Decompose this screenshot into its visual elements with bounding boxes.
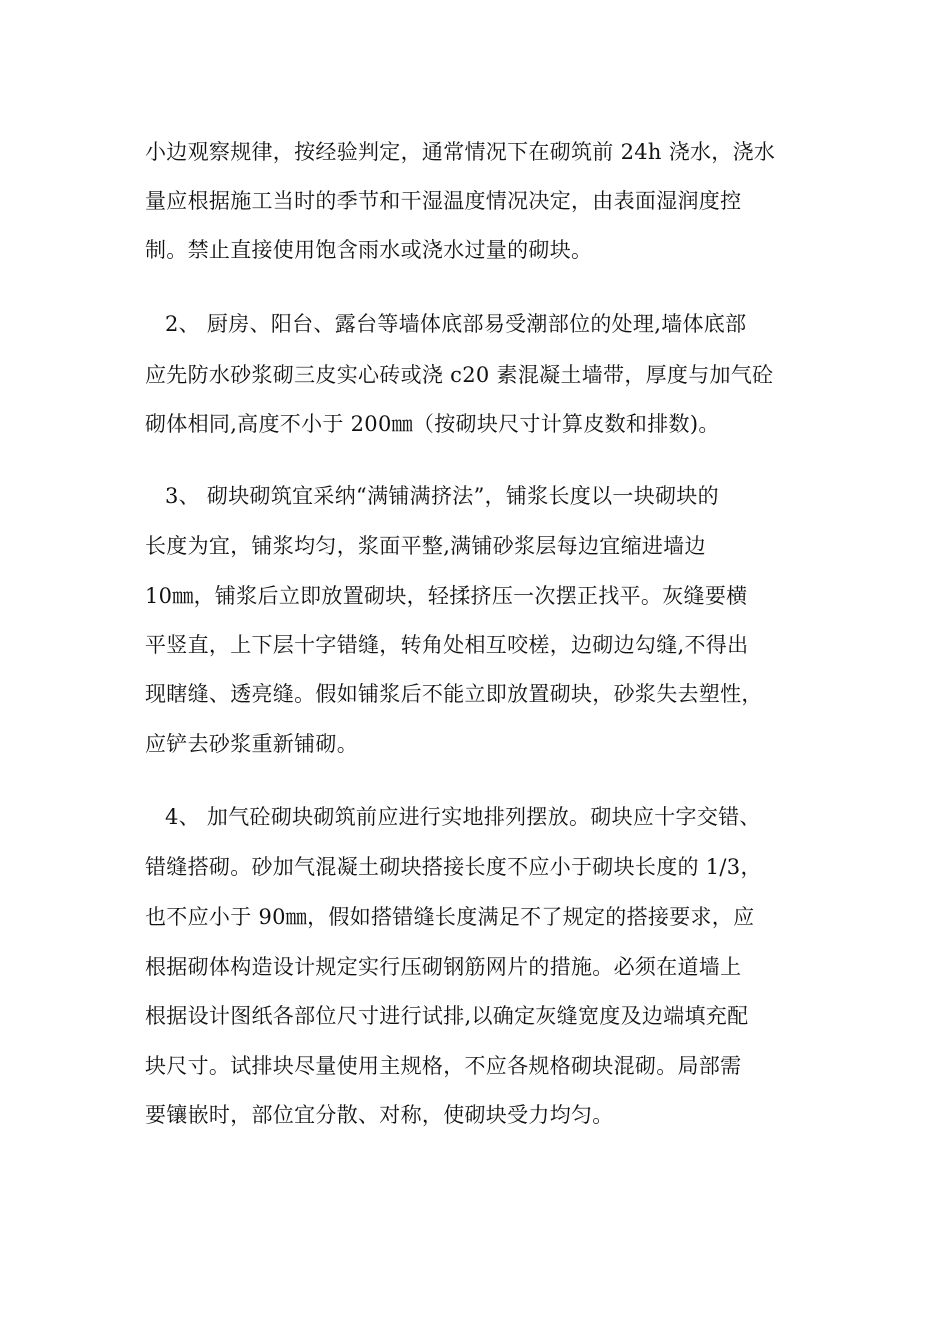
paragraph-line: 10㎜，铺浆后立即放置砌块，轻揉挤压一次摆正找平。灰缝要横	[145, 584, 748, 608]
paragraph-line: 制。禁止直接使用饱含雨水或浇水过量的砌块。	[145, 238, 593, 262]
paragraph-line: 应铲去砂浆重新铺砌。	[145, 732, 358, 756]
paragraph-line: 2、 厨房、阳台、露台等墙体底部易受潮部位的处理,墙体底部	[165, 312, 747, 336]
paragraph-line: 要镶嵌时，部位宜分散、对称，使砌块受力均匀。	[145, 1103, 614, 1127]
paragraph-line: 根据设计图纸各部位尺寸进行试排,以确定灰缝宽度及边端填充配	[145, 1004, 749, 1028]
paragraph-line: 现瞎缝、透亮缝。假如铺浆后不能立即放置砌块，砂浆失去塑性，	[145, 682, 763, 706]
paragraph-line: 4、 加气砼砌块砌筑前应进行实地排列摆放。砌块应十字交错、	[165, 805, 761, 829]
paragraph-line: 也不应小于 90㎜，假如搭错缝长度满足不了规定的搭接要求，应	[145, 905, 755, 929]
paragraph-line: 平竖直，上下层十字错缝，转角处相互咬槎，边砌边勾缝,不得出	[145, 633, 749, 657]
paragraph-line: 3、 砌块砌筑宜采纳“满铺满挤法”，铺浆长度以一块砌块的	[165, 484, 719, 508]
paragraph-line: 应先防水砂浆砌三皮实心砖或浇 c20 素混凝土墙带，厚度与加气砼	[145, 363, 774, 387]
paragraph-line: 错缝搭砌。砂加气混凝土砌块搭接长度不应小于砌块长度的 1/3，	[145, 855, 762, 879]
paragraph-line: 量应根据施工当时的季节和干湿温度情况决定，由表面湿润度控	[145, 189, 742, 213]
paragraph-line: 块尺寸。试排块尽量使用主规格，不应各规格砌块混砌。局部需	[145, 1054, 742, 1078]
paragraph-line: 根据砌体构造设计规定实行压砌钢筋网片的措施。必须在道墙上	[145, 955, 742, 979]
paragraph-line: 砌体相同,高度不小于 200㎜（按砌块尺寸计算皮数和排数)。	[145, 412, 720, 436]
paragraph-line: 长度为宜，铺浆均匀，浆面平整,满铺砂浆层每边宜缩进墙边	[145, 534, 706, 558]
paragraph-line: 小边观察规律，按经验判定，通常情况下在砌筑前 24h 浇水，浇水	[145, 140, 776, 164]
